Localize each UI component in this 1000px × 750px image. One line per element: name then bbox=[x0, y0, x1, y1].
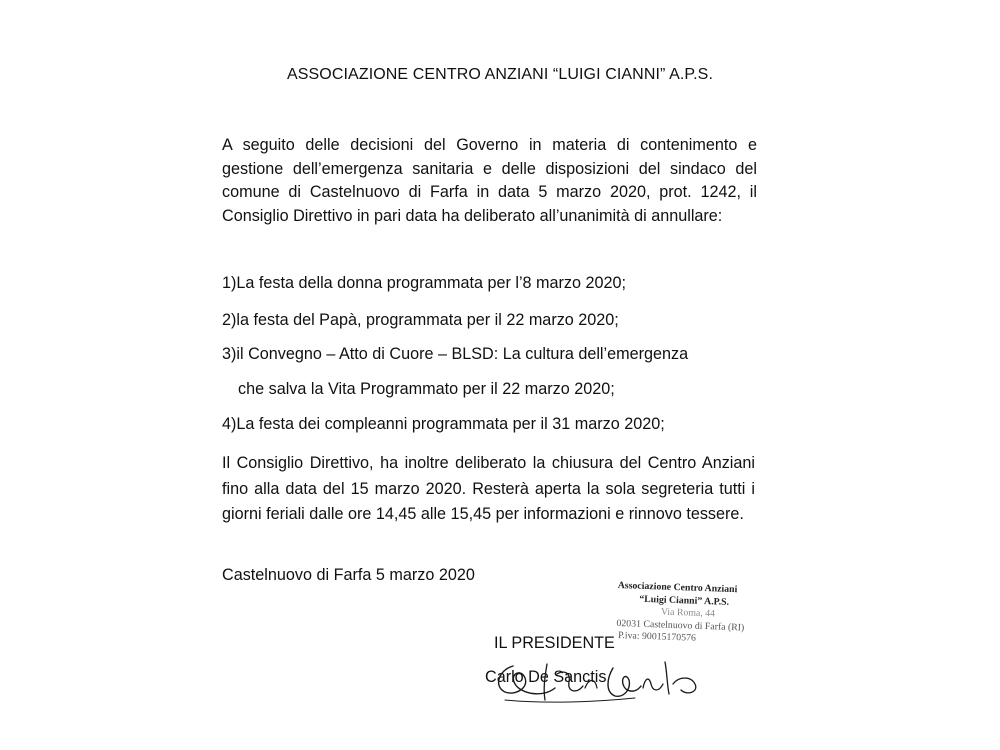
association-stamp bbox=[616, 580, 788, 648]
stamp-line-vat: P.iva: 90015170576 bbox=[617, 630, 697, 644]
stamp-line-address: Via Roma, 44 bbox=[660, 606, 716, 620]
list-item-3-continuation: che salva la Vita Programmato per il 22 marzo 2020; bbox=[238, 380, 615, 398]
stamp-line-subname: “Luigi Cianni” A.P.S. bbox=[639, 593, 730, 608]
president-label: IL PRESIDENTE bbox=[494, 634, 615, 652]
document-title: ASSOCIAZIONE CENTRO ANZIANI “LUIGI CIANNI” A.P.S. bbox=[286, 66, 714, 83]
list-item-1: 1)La festa della donna programmata per l’8 marzo 2020; bbox=[222, 274, 627, 292]
closing-paragraph: Il Consiglio Direttivo, ha inoltre deliberato la chiusura del Centro Anziani fino alla data del 15 marzo 2020. Resterà aperta la sola segreteria tutti i giorni feriali dalle ore 14,45 alle 15,45 per informazioni e rinnovo tessere. bbox=[222, 454, 755, 523]
place-date: Castelnuovo di Farfa 5 marzo 2020 bbox=[222, 566, 475, 584]
stamp-line-city: 02031 Castelnuovo di Farfa (RI) bbox=[616, 617, 745, 633]
list-item-3: 3)il Convegno – Atto di Cuore – BLSD: La cultura dell’emergenza bbox=[222, 345, 689, 363]
list-item-2: 2)la festa del Papà, programmata per il 22 marzo 2020; bbox=[222, 311, 619, 329]
signature-scribble bbox=[485, 648, 715, 710]
stamp-line-name: Associazione Centro Anziani bbox=[617, 580, 738, 596]
list-item-4: 4)La festa dei compleanni programmata per il 31 marzo 2020; bbox=[222, 415, 665, 433]
president-name: Carlo De Sanctis bbox=[485, 668, 607, 686]
intro-paragraph: A seguito delle decisioni del Governo in materia di contenimento e gestione dell’emergenza sanitaria e delle disposizioni del sindaco del comune di Castelnuovo di Farfa in data 5 marzo 2020, prot. 1242, il Consiglio Direttivo in pari data ha deliberato all’unanimità di annullare: bbox=[222, 136, 757, 225]
